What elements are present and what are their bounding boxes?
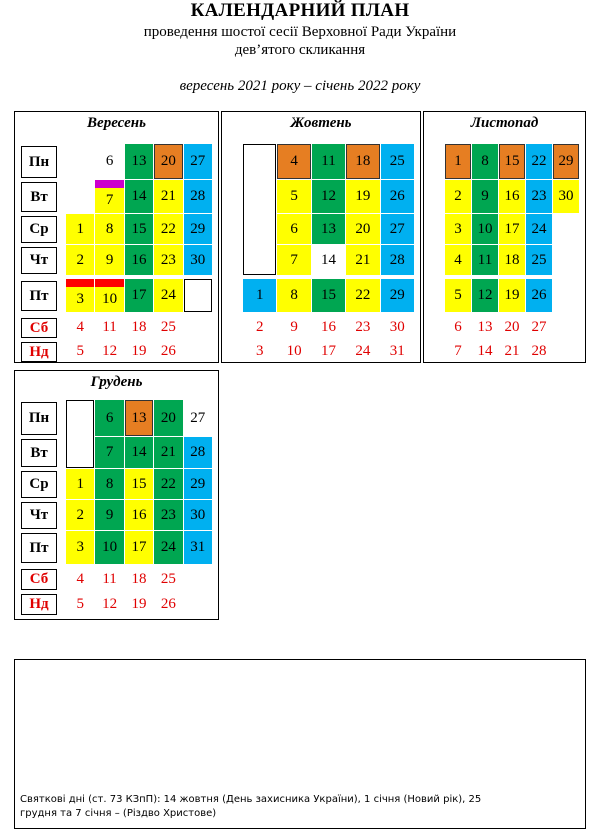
day-cell: 3 (255, 343, 264, 359)
weekday-wed: Ср (21, 216, 57, 243)
subtitle-line-2: дев’ятого скликання (234, 42, 366, 58)
day-cell: 24 (526, 214, 552, 244)
day-cell: 31 (184, 531, 212, 564)
weekday-sat: Сб (21, 318, 57, 338)
day-cell: 30 (553, 180, 579, 213)
empty-week-box (243, 144, 276, 275)
day-cell: 2 (66, 500, 94, 530)
weekday-sat: Сб (21, 569, 57, 590)
day-cell: 27 (190, 409, 206, 426)
day-cell: 9 (95, 245, 123, 275)
day-cell: 15 (312, 279, 345, 312)
day-cell: 16 (499, 180, 525, 213)
day-cell: 25 (526, 245, 552, 275)
day-cell: 26 (526, 279, 552, 312)
day-cell: 5 (76, 595, 84, 612)
day-cell: 28 (381, 245, 414, 275)
day-cell: 2 (255, 319, 264, 335)
day-cell: 21 (154, 437, 182, 468)
day-cell: 25 (381, 144, 414, 179)
weekday-mon: Пн (21, 402, 57, 435)
day-cell: 17 (125, 279, 153, 312)
page-title: КАЛЕНДАРНИЙ ПЛАН (190, 0, 410, 21)
day-cell: 16 (125, 245, 153, 275)
day-cell: 22 (346, 279, 379, 312)
weekday-thu: Чт (21, 502, 57, 529)
day-cell: 26 (160, 343, 176, 359)
day-cell: 20 (154, 144, 182, 179)
day-cell: 21 (346, 245, 379, 275)
day-cell: 6 (277, 214, 310, 244)
day-cell: 16 (125, 500, 153, 530)
weekday-sun: Нд (21, 342, 57, 362)
day-cell: 30 (184, 500, 212, 530)
day-cell: 28 (531, 343, 547, 359)
day-cell: 11 (312, 144, 345, 179)
day-cell: 20 (346, 214, 379, 244)
day-cell: 13 (312, 214, 345, 244)
weekday-tue: Вт (21, 439, 57, 467)
day-cell: 26 (160, 595, 176, 612)
day-cell: 18 (131, 319, 147, 335)
day-cell: 22 (154, 214, 182, 244)
day-cell: 3 (445, 214, 471, 244)
day-cell: 26 (381, 180, 414, 213)
month-title: Жовтень (290, 115, 352, 131)
day-cell: 5 (277, 180, 310, 213)
day-cell: 3 (66, 279, 94, 312)
day-cell: 7 (454, 343, 462, 359)
weekday-mon: Пн (21, 146, 57, 178)
day-cell: 27 (531, 319, 547, 335)
day-cell: 4 (445, 245, 471, 275)
day-cell: 21 (504, 343, 520, 359)
month-title: Вересень (87, 115, 146, 131)
day-cell: 7 (95, 437, 123, 468)
day-cell: 11 (102, 570, 117, 587)
day-cell: 5 (445, 279, 471, 312)
day-cell: 7 (95, 180, 123, 213)
subtitle-line-1: проведення шостої сесії Верховної Ради України (143, 24, 457, 40)
weekday-thu: Чт (21, 247, 57, 274)
day-cell: 13 (125, 400, 153, 436)
empty-week-box (66, 400, 94, 468)
day-cell: 17 (499, 214, 525, 244)
weekday-fri: Пт (21, 533, 57, 563)
day-cell: 18 (346, 144, 379, 179)
day-cell: 19 (346, 180, 379, 213)
weekday-sun: Нд (21, 594, 57, 615)
day-cell: 1 (445, 144, 471, 179)
day-cell: 9 (472, 180, 498, 213)
day-cell: 8 (95, 469, 123, 499)
day-cell: 3 (66, 531, 94, 564)
weekday-wed: Ср (21, 471, 57, 498)
day-cell: 2 (66, 245, 94, 275)
day-cell: 10 (286, 343, 302, 359)
day-cell: 29 (184, 214, 212, 244)
day-cell: 4 (277, 144, 310, 179)
day-cell: 12 (102, 343, 118, 359)
day-cell: 4 (76, 319, 84, 335)
holidays-note: Святкові дні (ст. 73 КЗпП): 14 жовтня (День захисника України), 1 січня (Новий рік), 25 грудня та 7 січня – (Різдво Христове) (20, 794, 482, 819)
empty-week-box (184, 279, 212, 312)
day-cell: 15 (125, 214, 153, 244)
day-cell: 6 (454, 319, 462, 335)
day-cell: 15 (499, 144, 525, 179)
day-cell: 1 (66, 214, 94, 244)
day-cell: 30 (184, 245, 212, 275)
day-cell: 19 (131, 343, 147, 359)
day-cell: 14 (320, 251, 336, 268)
day-cell: 22 (526, 144, 552, 179)
day-cell: 4 (76, 570, 84, 587)
day-cell: 19 (131, 595, 147, 612)
day-cell: 24 (154, 531, 182, 564)
day-cell: 11 (472, 245, 498, 275)
day-cell: 15 (125, 469, 153, 499)
day-cell: 9 (95, 500, 123, 530)
day-cell: 25 (160, 570, 176, 587)
day-cell: 13 (125, 144, 153, 179)
day-cell: 2 (445, 180, 471, 213)
day-cell: 12 (102, 595, 118, 612)
day-cell: 29 (553, 144, 579, 179)
day-cell: 24 (154, 279, 182, 312)
day-cell: 23 (526, 180, 552, 213)
day-cell: 14 (125, 180, 153, 213)
day-cell: 20 (154, 400, 182, 436)
day-cell: 20 (504, 319, 520, 335)
day-cell: 14 (477, 343, 493, 359)
day-cell: 1 (66, 469, 94, 499)
day-cell: 12 (472, 279, 498, 312)
day-cell: 19 (499, 279, 525, 312)
day-cell: 8 (277, 279, 310, 312)
day-cell: 25 (160, 319, 176, 335)
day-cell: 30 (389, 319, 405, 335)
day-cell: 29 (381, 279, 414, 312)
day-cell: 7 (277, 245, 310, 275)
day-cell: 28 (184, 180, 212, 213)
day-cell: 6 (95, 400, 123, 436)
day-cell: 5 (76, 343, 84, 359)
day-cell: 23 (355, 319, 371, 335)
day-cell: 14 (125, 437, 153, 468)
day-cell: 13 (477, 319, 493, 335)
day-cell: 10 (472, 214, 498, 244)
day-cell: 10 (95, 279, 123, 312)
day-cell: 17 (125, 531, 153, 564)
day-cell: 23 (154, 245, 182, 275)
day-cell: 10 (95, 531, 123, 564)
day-cell: 27 (381, 214, 414, 244)
day-cell: 31 (389, 343, 405, 359)
day-cell: 29 (184, 469, 212, 499)
month-title: Листопад (470, 115, 539, 131)
day-cell: 16 (320, 319, 336, 335)
day-cell: 18 (499, 245, 525, 275)
weekday-fri: Пт (21, 281, 57, 311)
day-cell: 12 (312, 180, 345, 213)
period: вересень 2021 року – січень 2022 року (179, 78, 421, 94)
day-cell: 21 (154, 180, 182, 213)
day-cell: 27 (184, 144, 212, 179)
day-cell: 6 (105, 153, 114, 169)
day-cell: 22 (154, 469, 182, 499)
day-cell: 17 (320, 343, 336, 359)
day-cell: 24 (355, 343, 371, 359)
day-cell: 8 (472, 144, 498, 179)
month-title: Грудень (90, 374, 143, 390)
day-cell: 28 (184, 437, 212, 468)
day-cell: 1 (243, 279, 276, 312)
weekday-tue: Вт (21, 182, 57, 212)
day-cell: 11 (102, 319, 117, 335)
day-cell: 18 (131, 570, 147, 587)
day-cell: 8 (95, 214, 123, 244)
day-cell: 23 (154, 500, 182, 530)
day-cell: 9 (290, 319, 298, 335)
